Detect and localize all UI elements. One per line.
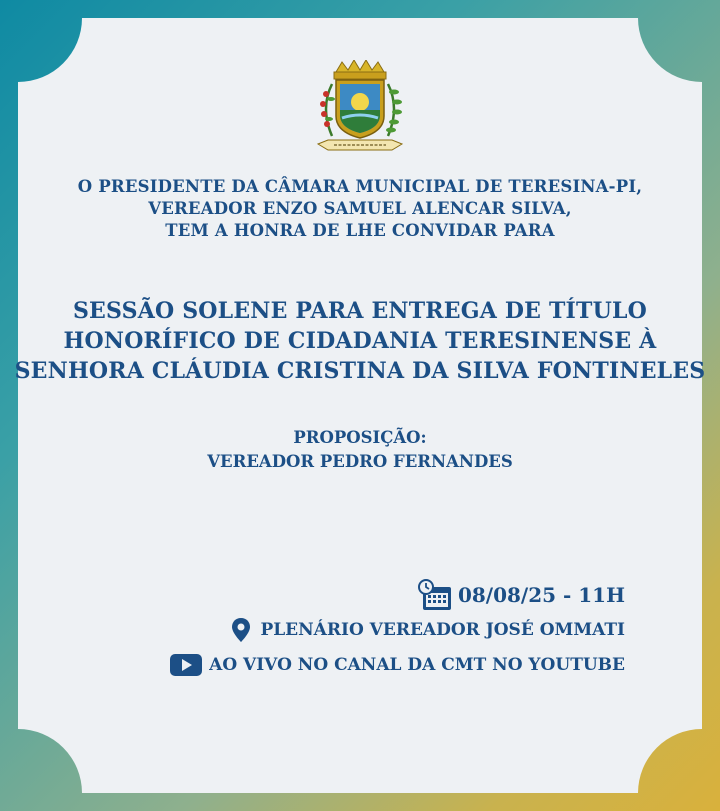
event-live-stream: AO VIVO NO CANAL DA CMT NO YOUTUBE bbox=[209, 655, 625, 675]
youtube-play-icon bbox=[169, 653, 203, 677]
event-title bbox=[0, 296, 720, 386]
proposition-author: VEREADOR PEDRO FERNANDES bbox=[207, 452, 513, 471]
intro-line: VEREADOR ENZO SAMUEL ALENCAR SILVA, bbox=[148, 199, 572, 218]
map-pin-icon bbox=[231, 617, 251, 643]
proposition-label: PROPOSIÇÃO: bbox=[293, 428, 427, 447]
intro-line: O PRESIDENTE DA CÂMARA MUNICIPAL DE TERESINA-PI, bbox=[77, 177, 643, 196]
title-line: SENHORA CLÁUDIA CRISTINA DA SILVA FONTINELES bbox=[14, 358, 706, 384]
calendar-clock-icon bbox=[418, 579, 454, 611]
coat-of-arms-emblem bbox=[312, 60, 408, 160]
intro-line: TEM A HONRA DE LHE CONVIDAR PARA bbox=[165, 221, 555, 240]
title-line: SESSÃO SOLENE PARA ENTREGA DE TÍTULO bbox=[72, 298, 648, 324]
title-line: HONORÍFICO DE CIDADANIA TERESINENSE À bbox=[63, 328, 657, 354]
event-datetime-row bbox=[418, 579, 625, 611]
event-place: PLENÁRIO VEREADOR JOSÉ OMMATI bbox=[260, 620, 625, 640]
intro-text bbox=[0, 176, 720, 242]
event-place-row bbox=[231, 617, 625, 643]
proposition-block bbox=[0, 426, 720, 474]
event-live-row bbox=[169, 653, 625, 677]
event-datetime: 08/08/25 - 11H bbox=[457, 583, 625, 607]
